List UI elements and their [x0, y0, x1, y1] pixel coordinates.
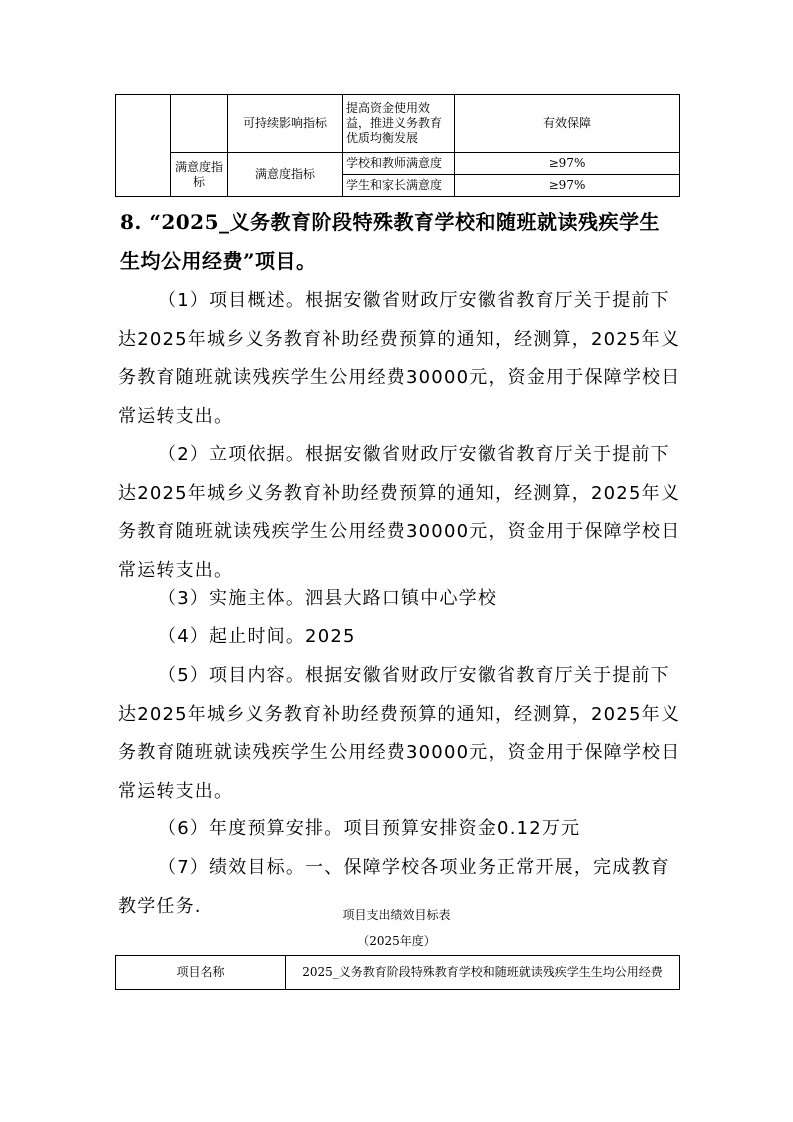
performance-indicator-table-continued: [115, 94, 680, 197]
table-caption: 项目支出绩效目标表: [342, 908, 451, 922]
paragraph-implementer: （3）实施主体。泗县大路口镇中心学校: [158, 588, 498, 609]
paragraph-period: （4）起止时间。2025: [158, 626, 356, 647]
project-name-value: 2025_义务教育阶段特殊教育学校和随班就读残疾学生生均公用经费: [286, 956, 680, 990]
paragraph-overview: （1）项目概述。根据安徽省财政厅安徽省教育厅关于提前下达2025年城乡义务教育补助经费预算的通知，经测算，2025年义务教育随班就读残疾学生公用经费30000元，资金用于保障学校日常运转支出。: [118, 290, 681, 427]
table-cell-empty: [116, 95, 171, 197]
indicator-subtype-cell: 可持续影响指标: [228, 95, 343, 153]
indicator-subtype-cell: 满意度指标: [228, 153, 343, 197]
indicator-value-cell: 有效保障: [455, 95, 680, 153]
indicator-value-cell: ≥97%: [455, 175, 680, 197]
paragraph-goal: （7）绩效目标。一、保障学校各项业务正常开展，完成教育教学任务.: [118, 857, 670, 917]
indicator-content-cell: 提高资金使用效益，推进义务教育优质均衡发展: [343, 95, 455, 153]
project-performance-table: [115, 955, 680, 990]
project-name-label: 项目名称: [116, 956, 286, 990]
section-heading: 8. “2025_义务教育阶段特殊教育学校和随班就读残疾学生生均公用经费”项目。: [120, 210, 661, 273]
paragraph-content: （5）项目内容。根据安徽省财政厅安徽省教育厅关于提前下达2025年城乡义务教育补助经费预算的通知，经测算，2025年义务教育随班就读残疾学生公用经费30000元，资金用于保障学校日常运转支出。: [118, 665, 681, 802]
indicator-type-cell: 满意度指标: [171, 153, 228, 197]
indicator-value-cell: ≥97%: [455, 153, 680, 175]
paragraph-budget: （6）年度预算安排。项目预算安排资金0.12万元: [158, 818, 581, 839]
indicator-content-cell: 学校和教师满意度: [343, 153, 455, 175]
indicator-content-cell: 学生和家长满意度: [343, 175, 455, 197]
table-cell-empty: [171, 95, 228, 153]
table-subcaption: （2025年度）: [357, 934, 436, 948]
paragraph-basis: （2）立项依据。根据安徽省财政厅安徽省教育厅关于提前下达2025年城乡义务教育补助经费预算的通知，经测算，2025年义务教育随班就读残疾学生公用经费30000元，资金用于保障学校日常运转支出。: [118, 444, 681, 581]
